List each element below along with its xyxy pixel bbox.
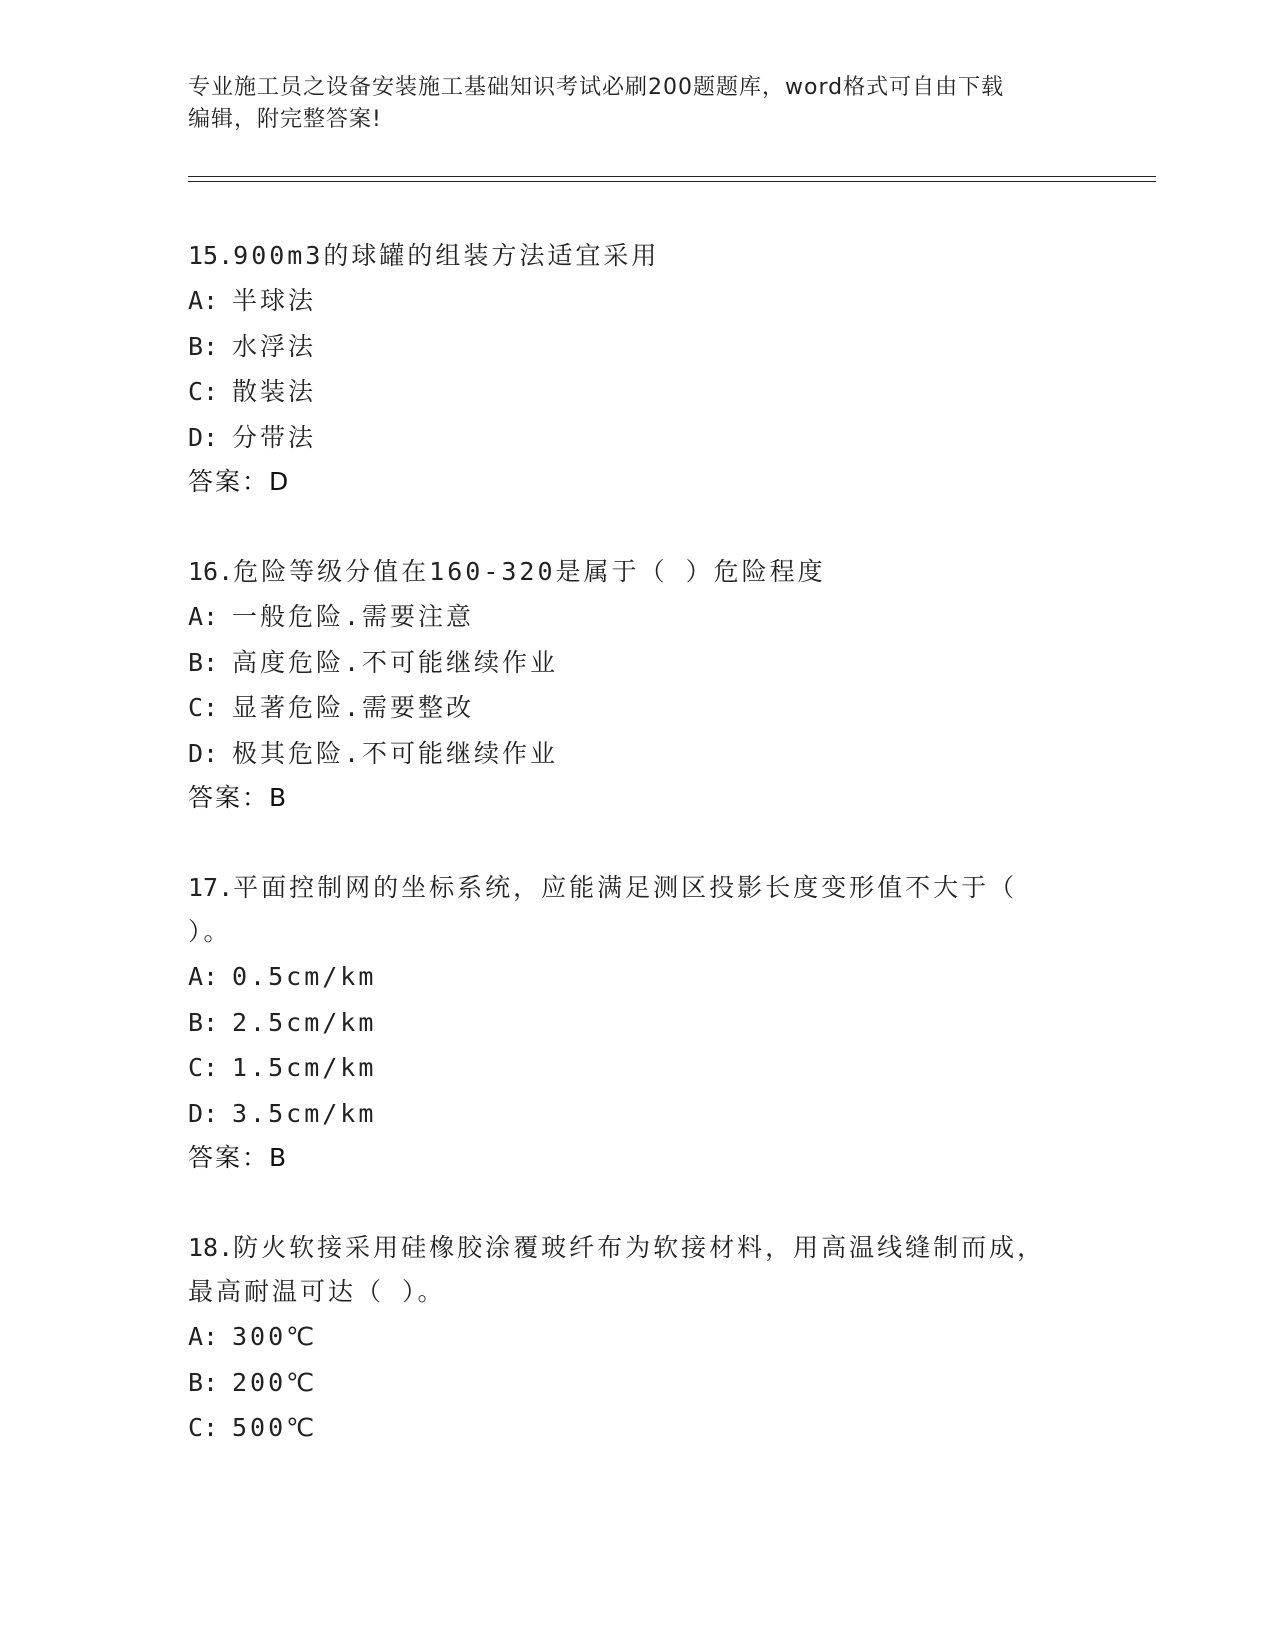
question-text: 最高耐温可达（ ）。 — [188, 1277, 446, 1306]
answer-option — [188, 731, 1088, 777]
option-text: 半球法 — [232, 286, 317, 315]
question-text-line — [188, 1226, 1088, 1270]
option-text: 散装法 — [232, 377, 317, 406]
option-text: 3.5cm/km — [232, 1098, 377, 1128]
answer-option — [188, 278, 1088, 324]
question-list — [188, 234, 1088, 1497]
option-text: 一般危险.需要注意 — [232, 602, 475, 631]
answer-option — [188, 954, 1088, 1000]
option-text: 300℃ — [232, 1322, 318, 1351]
option-text: 0.5cm/km — [232, 962, 377, 991]
answer-option — [188, 369, 1088, 415]
answer-option — [188, 1000, 1088, 1046]
option-key: A: — [188, 286, 219, 315]
option-key: D: — [188, 422, 219, 452]
question-text: 平面控制网的坐标系统，应能满足测区投影长度变形值不大于（ — [233, 873, 1018, 902]
answer-line: 答案：D — [188, 467, 291, 496]
option-key: D: — [188, 738, 219, 768]
question-block — [188, 234, 1088, 504]
question-text: ）。 — [188, 917, 232, 946]
question-text-line — [188, 1270, 1088, 1314]
option-text: 1.5cm/km — [232, 1053, 377, 1082]
question-number: 16. — [188, 557, 234, 586]
question-text-line — [188, 234, 1088, 278]
option-key: C: — [188, 693, 219, 722]
option-text: 2.5cm/km — [232, 1007, 377, 1037]
option-key: C: — [188, 377, 219, 406]
header-divider-bottom — [188, 181, 1156, 182]
question-text-line — [188, 866, 1088, 910]
answer-option — [188, 640, 1088, 686]
option-key: B: — [188, 647, 219, 677]
option-key: C: — [188, 1413, 219, 1442]
document-header — [188, 72, 1068, 136]
header-line-1: 专业施工员之设备安装施工基础知识考试必刷200题题库，word格式可自由下载 — [188, 75, 1005, 100]
question-number: 18. — [188, 1233, 234, 1262]
header-line-2: 编辑，附完整答案! — [188, 107, 382, 132]
question-block — [188, 1226, 1088, 1451]
question-text: 危险等级分值在160-320是属于（ ）危险程度 — [233, 557, 826, 586]
option-text: 高度危险.不可能继续作业 — [232, 647, 559, 677]
question-block — [188, 866, 1088, 1180]
question-text: 防火软接采用硅橡胶涂覆玻纤布为软接材料，用高温线缝制而成， — [233, 1233, 1046, 1262]
option-text: 500℃ — [232, 1413, 318, 1442]
option-key: A: — [188, 602, 219, 631]
answer-option — [188, 1045, 1088, 1091]
question-text-line — [188, 910, 1088, 954]
answer-option — [188, 685, 1088, 731]
option-text: 200℃ — [232, 1367, 318, 1397]
answer-option — [188, 1091, 1088, 1137]
question-text-line — [188, 550, 1088, 594]
option-key: D: — [188, 1098, 219, 1128]
answer-option — [188, 1405, 1088, 1451]
question-text: 900m3的球罐的组装方法适宜采用 — [233, 241, 660, 270]
option-key: B: — [188, 1367, 219, 1397]
answer-option — [188, 1360, 1088, 1406]
option-key: B: — [188, 331, 219, 361]
option-key: B: — [188, 1007, 219, 1037]
answer-option — [188, 415, 1088, 461]
answer-option — [188, 324, 1088, 370]
option-text: 极其危险.不可能继续作业 — [232, 738, 559, 768]
option-key: A: — [188, 1322, 219, 1351]
answer-line: 答案：B — [188, 1143, 289, 1172]
header-divider-top — [188, 176, 1156, 177]
answer-option — [188, 594, 1088, 640]
option-text: 水浮法 — [232, 331, 317, 361]
question-number: 17. — [188, 873, 234, 902]
option-key: C: — [188, 1053, 219, 1082]
option-key: A: — [188, 962, 219, 991]
option-text: 显著危险.需要整改 — [232, 693, 475, 722]
answer-option — [188, 1314, 1088, 1360]
answer-line: 答案：B — [188, 783, 289, 812]
option-text: 分带法 — [232, 422, 317, 452]
question-block — [188, 550, 1088, 820]
question-number: 15. — [188, 241, 234, 270]
